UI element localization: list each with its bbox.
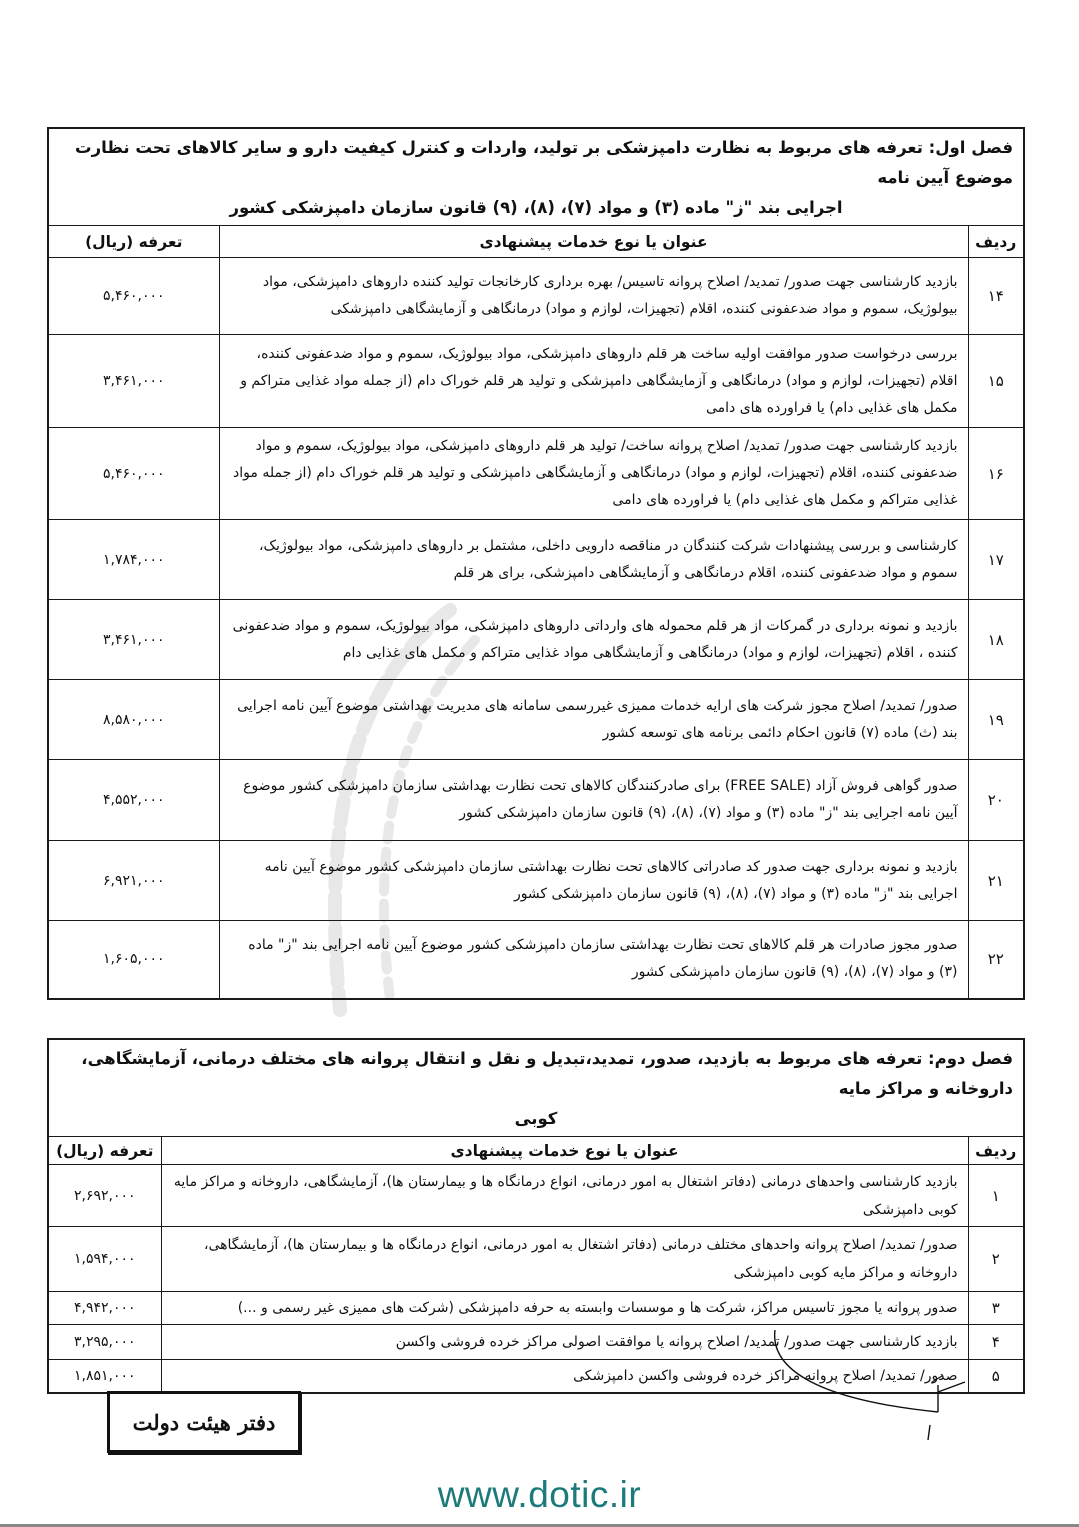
table-row: [48, 1165, 1024, 1227]
footer-url-text[interactable]: www.dotic.ir: [437, 1474, 642, 1515]
fee-value: ۱,۵۹۴,۰۰۰: [48, 1227, 161, 1292]
service-description: صدور گواهی فروش آزاد (FREE SALE) برای صادرکنندگان کالاهای تحت نظارت بهداشتی سازمان دامپزشکی کشور موضوع آیین نامه اجرایی بند "ز" ماده (۳) و مواد (۷)، (۸)، (۹) قانون سازمان دامپزشکی کشور: [219, 760, 968, 841]
header-row-number: ردیف: [968, 1137, 1024, 1165]
section-2-title: [48, 1039, 1024, 1137]
footer-website-link[interactable]: [0, 1474, 1079, 1516]
table-row: [48, 760, 1024, 841]
table-row: [48, 1227, 1024, 1292]
fee-value: ۴,۹۴۲,۰۰۰: [48, 1292, 161, 1325]
table-row: [48, 600, 1024, 680]
table-row: [48, 1292, 1024, 1325]
service-description: صدور پروانه یا مجوز تاسیس مراکز، شرکت ها و موسسات وابسته به حرفه دامپزشکی (شرکت های ممیزی غیر رسمی و ...): [161, 1292, 968, 1325]
row-number: ۱۸: [968, 600, 1024, 680]
table-row: [48, 921, 1024, 999]
service-description: بازدید و نمونه برداری در گمرکات از هر قلم محموله های وارداتی داروهای دامپزشکی، مواد بیولوژیک، سموم و مواد ضدعفونی کننده ، اقلام (تجهیزات، لوازم و مواد) درمانگاهی و آزمایشگاهی مواد غذایی متراکم و مکمل های غذایی دام: [219, 600, 968, 680]
row-number: ۵: [968, 1360, 1024, 1394]
service-description: بازدید کارشناسی جهت صدور/ تمدید/ اصلاح پروانه ساخت/ تولید هر قلم داروهای دامپزشکی، مواد بیولوژیک، سموم و مواد ضدعفونی کننده، اقلام (تجهیزات، لوازم و مواد) درمانگاهی و آزمایشگاهی دامپزشکی و تولید هر قلم خوراک دام (از جمله مواد غذایی متراکم و مکمل های غذایی دام) یا فراورده های دامی: [219, 428, 968, 520]
fee-value: ۱,۶۰۵,۰۰۰: [48, 921, 219, 999]
table-row: [48, 428, 1024, 520]
section-1-title: [48, 128, 1024, 226]
row-number: ۱۹: [968, 680, 1024, 760]
row-number: ۱۵: [968, 335, 1024, 428]
table-row: [48, 841, 1024, 921]
fee-value: ۶,۹۲۱,۰۰۰: [48, 841, 219, 921]
row-number: ۱۴: [968, 258, 1024, 335]
service-description: بررسی درخواست صدور موافقت اولیه ساخت هر قلم داروهای دامپزشکی، مواد بیولوژیک، سموم و مواد ضدعفونی کننده، اقلام (تجهیزات، لوازم و مواد) درمانگاهی و آزمایشگاهی دامپزشکی و تولید هر قلم خوراک دام (از جمله مواد غذایی متراکم و مکمل های غذایی دام) یا فراورده های دامی: [219, 335, 968, 428]
service-description: صدور مجوز صادرات هر قلم کالاهای تحت نظارت بهداشتی سازمان دامپزشکی کشور موضوع آیین نامه اجرایی بند "ز" ماده (۳) و مواد (۷)، (۸)، (۹) قانون سازمان دامپزشکی کشور: [219, 921, 968, 999]
service-description: بازدید کارشناسی واحدهای درمانی (دفاتر اشتغال به امور درمانی، انواع درمانگاه ها و بیمارستان ها)، آزمایشگاهی، داروخانه و مراکز مایه کوبی دامپزشکی: [161, 1165, 968, 1227]
row-number: ۲۱: [968, 841, 1024, 921]
header-fee: تعرفه (ریال): [48, 1137, 161, 1165]
service-description: بازدید و نمونه برداری جهت صدور کد صادراتی کالاهای تحت نظارت بهداشتی سازمان دامپزشکی کشور موضوع آیین نامه اجرایی بند "ز" ماده (۳) و مواد (۷)، (۸)، (۹) قانون سازمان دامپزشکی کشور: [219, 841, 968, 921]
row-number: ۱: [968, 1165, 1024, 1227]
fee-value: ۵,۴۶۰,۰۰۰: [48, 258, 219, 335]
section-1-title-line1: فصل اول: تعرفه های مربوط به نظارت دامپزشکی بر تولید، واردات و کنترل کیفیت دارو و سایر کالاهای تحت نظارت موضوع آیین نامه: [75, 138, 1013, 187]
row-number: ۴: [968, 1325, 1024, 1360]
row-number: ۱۷: [968, 520, 1024, 600]
fee-value: ۸,۵۸۰,۰۰۰: [48, 680, 219, 760]
header-fee: تعرفه (ریال): [48, 226, 219, 258]
fee-value: ۴,۵۵۲,۰۰۰: [48, 760, 219, 841]
table-row: [48, 1325, 1024, 1360]
government-office-stamp: [107, 1391, 301, 1453]
section-2-title-line1: فصل دوم: تعرفه های مربوط به بازدید، صدور، تمدید،تبدیل و نقل و انتقال پروانه های مختلف درمانی، آزمایشگاهی، داروخانه و مراکز مایه: [81, 1049, 1013, 1098]
table-row: [48, 680, 1024, 760]
service-description: صدور/ تمدید/ اصلاح پروانه واحدهای مختلف درمانی (دفاتر اشتغال به امور درمانی، انواع درمانگاه ها و بیمارستان ها)، آزمایشگاهی، داروخانه و مراکز مایه کوبی دامپزشکی: [161, 1227, 968, 1292]
row-number: ۲: [968, 1227, 1024, 1292]
row-number: ۳: [968, 1292, 1024, 1325]
fee-value: ۳,۲۹۵,۰۰۰: [48, 1325, 161, 1360]
row-number: ۲۰: [968, 760, 1024, 841]
service-description: کارشناسی و بررسی پیشنهادات شرکت کنندگان در مناقصه دارویی داخلی، مشتمل بر داروهای دامپزشکی، مواد بیولوژیک، سموم و مواد ضدعفونی کننده، اقلام درمانگاهی و آزمایشگاهی دامپزشکی، برای هر قلم: [219, 520, 968, 600]
stamp-label: دفتر هیئت دولت: [132, 1409, 276, 1435]
fee-value: ۳,۴۶۱,۰۰۰: [48, 335, 219, 428]
section-1-title-line2: اجرایی بند "ز" ماده (۳) و مواد (۷)، (۸)، (۹) قانون سازمان دامپزشکی کشور: [229, 198, 843, 217]
fee-value: ۵,۴۶۰,۰۰۰: [48, 428, 219, 520]
table-row: [48, 1360, 1024, 1394]
service-description: صدور/ تمدید/ اصلاح پروانه مراکز خرده فروشی واکسن دامپزشکی: [161, 1360, 968, 1394]
header-service-title: عنوان یا نوع خدمات پیشنهادی: [219, 226, 968, 258]
table-row: [48, 520, 1024, 600]
row-number: ۲۲: [968, 921, 1024, 999]
service-description: بازدید کارشناسی جهت صدور/ تمدید/ اصلاح پروانه تاسیس/ بهره برداری کارخانجات تولید کننده داروهای دامپزشکی، مواد بیولوژیک، سموم و مواد ضدعفونی کننده، اقلام (تجهیزات، لوازم و مواد) درمانگاهی و آزمایشگاهی دامپزشکی: [219, 258, 968, 335]
service-description: صدور/ تمدید/ اصلاح مجوز شرکت های ارایه خدمات ممیزی غیررسمی سامانه های مدیریت بهداشتی موضوع آیین نامه اجرایی بند (ث) ماده (۷) قانون احکام دائمی برنامه های توسعه کشور: [219, 680, 968, 760]
tariff-table-section-1: [47, 127, 1025, 1000]
fee-value: ۳,۴۶۱,۰۰۰: [48, 600, 219, 680]
header-row-number: ردیف: [968, 226, 1024, 258]
fee-value: ۱,۸۵۱,۰۰۰: [48, 1360, 161, 1394]
header-service-title: عنوان یا نوع خدمات پیشنهادی: [161, 1137, 968, 1165]
fee-value: ۱,۷۸۴,۰۰۰: [48, 520, 219, 600]
table-row: [48, 258, 1024, 335]
tariff-table-section-2: [47, 1038, 1025, 1394]
section-2-title-line2: کوبی: [514, 1109, 558, 1128]
fee-value: ۲,۶۹۲,۰۰۰: [48, 1165, 161, 1227]
row-number: ۱۶: [968, 428, 1024, 520]
table-row: [48, 335, 1024, 428]
service-description: بازدید کارشناسی جهت صدور/ تمدید/ اصلاح پروانه یا موافقت اصولی مراکز خرده فروشی واکسن: [161, 1325, 968, 1360]
